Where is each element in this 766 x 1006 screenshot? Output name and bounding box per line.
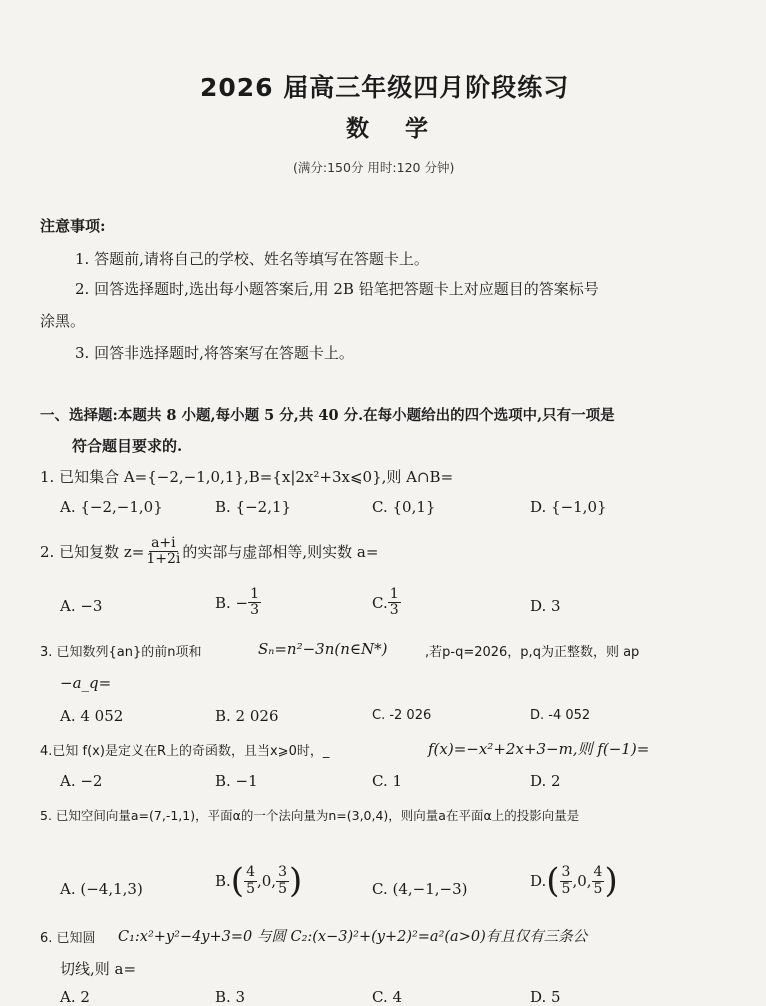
- exam-meta: (满分:150分 用时:120 分钟): [293, 160, 455, 175]
- q2-stem-pre: 2. 已知复数 z=: [40, 543, 145, 562]
- q5-option-d-label: D.: [530, 872, 547, 890]
- question-6-stem-b: C₁:x²+y²−4y+3=0 与圆 C₂:(x−3)²+(y+2)²=a²(a>0)有且仅有三条公: [118, 929, 588, 945]
- q5-option-b-n1: 4: [246, 864, 255, 881]
- question-3-stem-c: ,若p-q=2026，p,q为正整数，则 ap: [425, 645, 640, 660]
- q5-option-d-frac2: [592, 865, 605, 897]
- q2-option-c-prefix: C.: [372, 593, 388, 612]
- q2-option-b-num: 1: [250, 586, 260, 602]
- q6-option-a: A. 2: [60, 988, 90, 1006]
- subject-title: 数 学: [346, 116, 443, 142]
- question-4-stem-a: 4.已知 f(x)是定义在R上的奇函数，且当x⩾0时，_: [40, 744, 330, 759]
- q3-option-c: C. -2 026: [372, 708, 432, 723]
- q6-option-b: B. 3: [215, 988, 246, 1006]
- q5-option-b-frac1: [244, 865, 257, 897]
- note-item: 1. 答题前,请将自己的学校、姓名等填写在答题卡上。: [75, 250, 429, 268]
- q2-option-d: D. 3: [530, 597, 561, 615]
- section-heading: 一、选择题:本题共 8 小题,每小题 5 分,共 40 分.在每小题给出的四个选项中,只有一项是: [40, 407, 615, 424]
- q2-frac-den: 1+2i: [146, 551, 181, 568]
- q5-option-d-mid: ,0,: [572, 872, 592, 890]
- q1-option-a: A. {−2,−1,0}: [60, 498, 163, 516]
- note-item: 2. 回答选择题时,选出每小题答案后,用 2B 铅笔把答题卡上对应题目的答案标号: [75, 280, 599, 298]
- section-heading-cont: 符合题目要求的.: [72, 437, 183, 455]
- q5-option-d-n2: 4: [593, 864, 603, 881]
- q5-option-c: C. (4,−1,−3): [372, 880, 468, 898]
- q1-option-d: D. {−1,0}: [530, 498, 607, 516]
- q4-option-b: B. −1: [215, 772, 258, 790]
- q5-option-d-frac1: [560, 865, 573, 897]
- q5-option-d-d1: 5: [561, 880, 571, 897]
- q2-option-c: [372, 587, 401, 619]
- q2-option-c-num: 1: [389, 586, 399, 602]
- q2-option-a: A. −3: [60, 597, 103, 615]
- q5-option-b-d2: 5: [278, 880, 287, 897]
- q5-option-b-frac2: [276, 865, 289, 897]
- right-paren-icon: ): [604, 861, 618, 901]
- q2-fraction: [144, 536, 182, 568]
- q2-stem-post: 的实部与虚部相等,则实数 a=: [182, 543, 379, 562]
- q2-option-c-den: 3: [389, 602, 399, 619]
- question-6-stem-a: 6. 已知圆: [40, 931, 96, 946]
- q3-option-a: A. 4 052: [60, 707, 124, 725]
- question-3-stem-b: Sₙ=n²−3n(n∈N*): [258, 640, 388, 658]
- note-item: 涂黑。: [40, 312, 86, 330]
- q5-option-a: A. (−4,1,3): [60, 880, 143, 898]
- q2-option-b-frac: [248, 587, 261, 619]
- q5-option-b-d1: 5: [246, 880, 255, 897]
- q3-option-b: B. 2 026: [215, 707, 279, 725]
- question-4-stem-b: f(x)=−x²+2x+3−m,则 f(−1)=: [428, 740, 650, 758]
- q6-option-d: D. 5: [530, 988, 561, 1006]
- q5-option-b-n2: 3: [278, 864, 287, 881]
- right-paren-icon: ): [289, 861, 303, 901]
- question-6-stem-c: 切线,则 a=: [60, 960, 137, 978]
- q2-option-b-den: 3: [250, 602, 260, 619]
- q5-option-b-label: B.: [215, 872, 231, 890]
- q5-option-b: [215, 861, 303, 901]
- q5-option-d-n1: 3: [561, 864, 571, 881]
- q2-option-c-frac: [388, 587, 401, 619]
- q4-option-c: C. 1: [372, 772, 403, 790]
- q5-option-d-d2: 5: [593, 880, 603, 897]
- question-2-stem: [40, 536, 378, 568]
- q2-frac-num: a+i: [151, 535, 176, 551]
- q6-option-c: C. 4: [372, 988, 403, 1006]
- q5-option-b-mid: ,0,: [256, 872, 277, 890]
- q2-option-b: [215, 587, 261, 619]
- note-item: 3. 回答非选择题时,将答案写在答题卡上。: [75, 344, 354, 362]
- q2-option-b-prefix: B. −: [215, 593, 249, 612]
- question-3-stem-d: −a_q=: [60, 674, 112, 692]
- question-5-stem: 5. 已知空间向量a=(7,-1,1)，平面α的一个法向量为n=(3,0,4)，则向量a在平面α上的投影向量是: [40, 808, 580, 823]
- q3-option-d: D. -4 052: [530, 708, 591, 723]
- q4-option-a: A. −2: [60, 772, 103, 790]
- left-paren-icon: (: [546, 861, 560, 901]
- notes-heading: 注意事项:: [40, 217, 106, 235]
- q4-option-d: D. 2: [530, 772, 561, 790]
- left-paren-icon: (: [230, 861, 245, 901]
- question-3-stem-a: 3. 已知数列{an}的前n项和: [40, 645, 202, 660]
- exam-title: 2026 届高三年级四月阶段练习: [200, 73, 570, 102]
- question-1-stem: 1. 已知集合 A={−2,−1,0,1},B={x|2x²+3x⩽0},则 A∩B=: [40, 468, 454, 486]
- q5-option-d: [530, 861, 618, 901]
- q1-option-c: C. {0,1}: [372, 498, 436, 516]
- q1-option-b: B. {−2,1}: [215, 498, 292, 516]
